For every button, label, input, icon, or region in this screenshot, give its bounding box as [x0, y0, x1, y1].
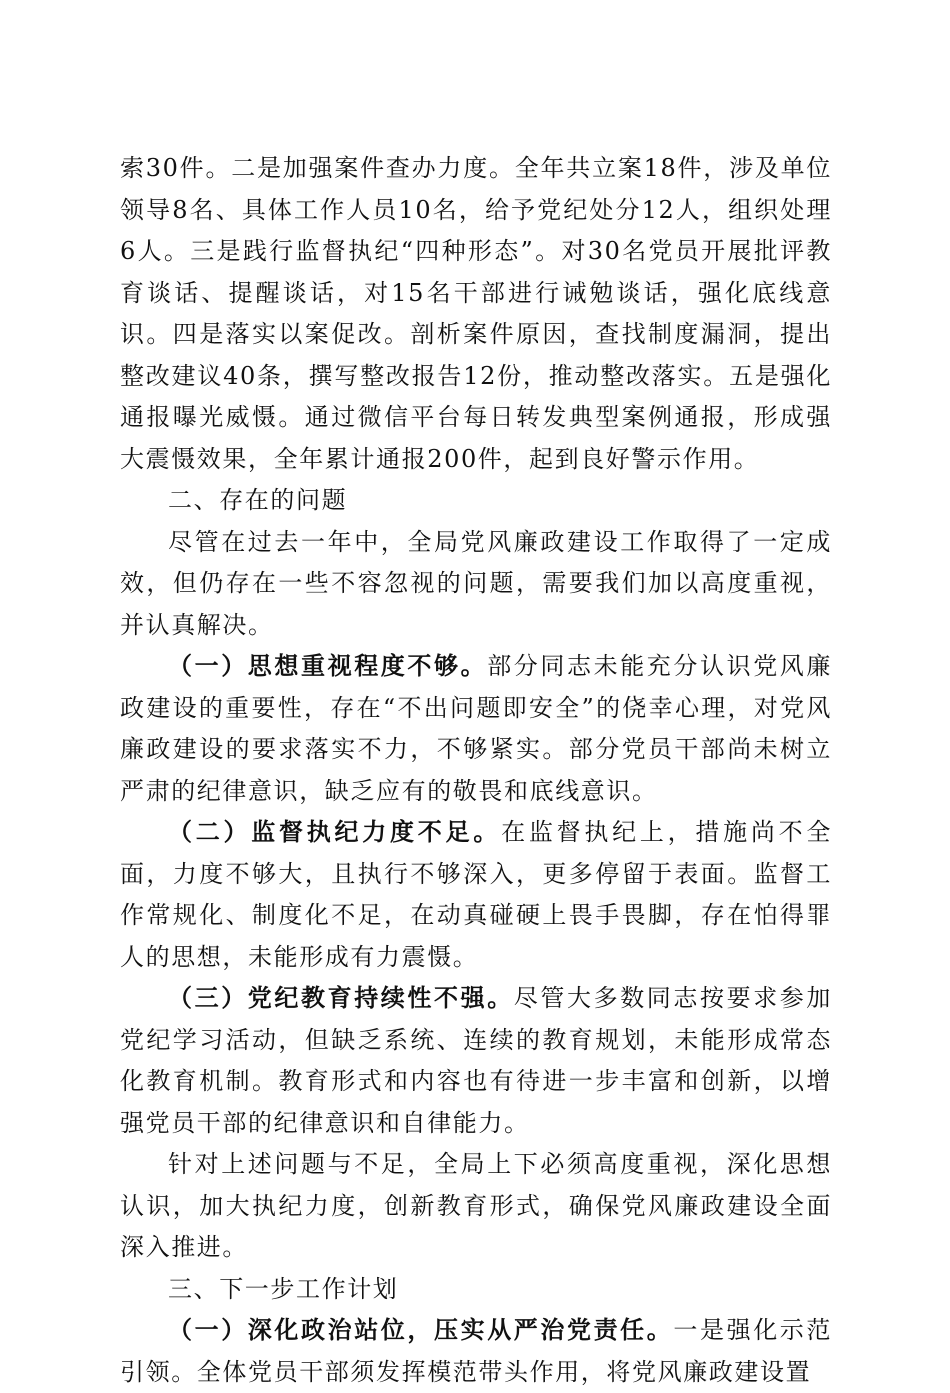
- paragraph-plan-1: [120, 1310, 832, 1393]
- plan-1-body: 一是强化示范引领。全体党员干部须发挥模范带头作用，将党风廉政建设置: [120, 1316, 832, 1386]
- paragraph-problems-summary: 针对上述问题与不足，全局上下必须高度重视，深化思想认识，加大执纪力度，创新教育形式，确保党风廉政建设全面深入推进。: [120, 1150, 832, 1261]
- problem-3-title: （三）党纪教育持续性不强。: [168, 984, 514, 1012]
- paragraph-problem-2: [120, 812, 832, 978]
- document-page: [120, 148, 832, 1393]
- section-heading-next-plan: 三、下一步工作计划: [168, 1274, 399, 1303]
- problem-1-title: （一）思想重视程度不够。: [168, 652, 488, 680]
- paragraph-problems-intro: 尽管在过去一年中，全局党风廉政建设工作取得了一定成效，但仍存在一些不容忽视的问题，需要我们加以高度重视，并认真解决。: [120, 527, 832, 639]
- problem-3-body: 尽管大多数同志按要求参加党纪学习活动，但缺乏系统、连续的教育规划，未能形成常态化教育机制。教育形式和内容也有待进一步丰富和创新，以增强党员干部的纪律意识和自律能力。: [120, 984, 832, 1137]
- paragraph-problem-1: [120, 646, 832, 812]
- paragraph-achievements: 索30件。二是加强案件查办力度。全年共立案18件，涉及单位领导8名、具体工作人员10名，给予党纪处分12人，组织处理6人。三是践行监督执纪“四种形态”。对30名党员开展批评教育谈话、提醒谈话，对15名干部进行诫勉谈话，强化底线意识。四是落实以案促改。剖析案件原因，查找制度漏洞，提出整改建议40条，撰写整改报告12份，推动整改落实。五是强化通报曝光威慑。通过微信平台每日转发典型案例通报，形成强大震慑效果，全年累计通报200件，起到良好警示作用。: [120, 154, 832, 473]
- problem-1-body: 部分同志未能充分认识党风廉政建设的重要性，存在“不出问题即安全”的侥幸心理，对党风廉政建设的要求落实不力，不够紧实。部分党员干部尚未树立严肃的纪律意识，缺乏应有的敬畏和底线意识。: [120, 652, 832, 805]
- problem-2-body: 在监督执纪上，措施尚不全面，力度不够大，且执行不够深入，更多停留于表面。监督工作常规化、制度化不足，在动真碰硬上畏手畏脚，存在怕得罪人的思想，未能形成有力震慑。: [120, 818, 832, 971]
- problem-2-title: （二）监督执纪力度不足。: [168, 818, 502, 846]
- plan-1-title: （一）深化政治站位，压实从严治党责任。: [168, 1316, 674, 1344]
- section-heading-problems: 二、存在的问题: [168, 486, 348, 514]
- paragraph-problem-3: [120, 978, 832, 1144]
